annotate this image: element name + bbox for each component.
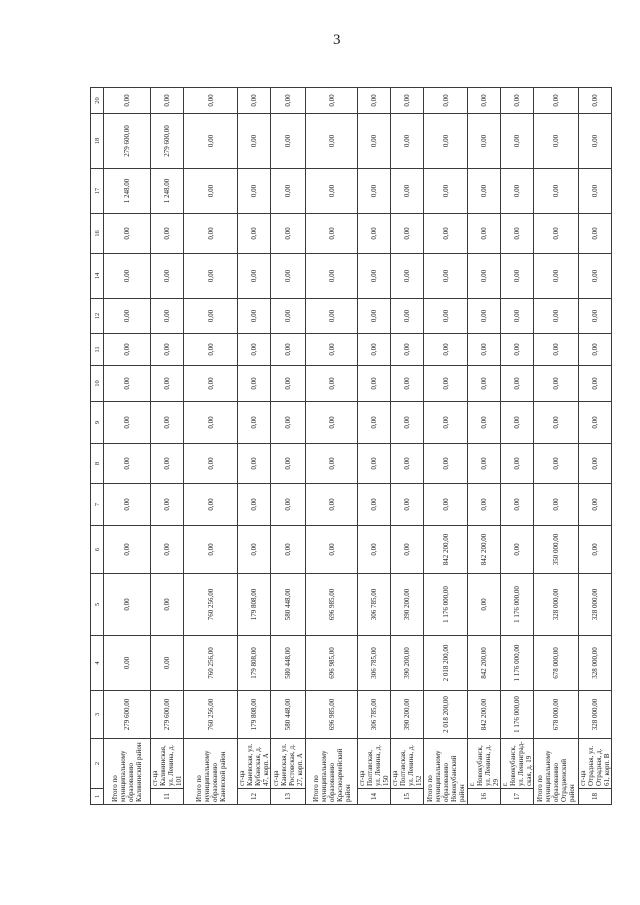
page-number: 3 — [333, 32, 341, 48]
value-cell: 0,00 — [184, 254, 238, 299]
value-cell: 0,00 — [184, 484, 238, 526]
value-cell: 0,00 — [534, 169, 579, 214]
column-header: 18 — [91, 114, 104, 169]
row-number: 18 — [579, 789, 612, 805]
value-cell: 0,00 — [238, 366, 271, 402]
value-cell: 0,00 — [501, 88, 534, 114]
address-cell: ст-ца Калининская, ул. Ленина, д. 101 — [151, 739, 184, 789]
value-cell: 760 256,00 — [184, 574, 238, 636]
value-cell: 0,00 — [184, 334, 238, 366]
value-cell: 0,00 — [306, 334, 358, 366]
column-header: 5 — [91, 574, 104, 636]
value-cell: 0,00 — [534, 484, 579, 526]
value-cell: 0,00 — [306, 169, 358, 214]
value-cell: 0,00 — [501, 402, 534, 444]
value-cell: 0,00 — [391, 169, 424, 214]
value-cell: 328 000,00 — [579, 691, 612, 739]
value-cell: 0,00 — [579, 444, 612, 484]
table-body — [104, 88, 612, 805]
value-cell: 279 600,00 — [104, 114, 151, 169]
value-cell: 0,00 — [468, 88, 501, 114]
value-cell: 0,00 — [424, 114, 468, 169]
value-cell: 0,00 — [184, 88, 238, 114]
table-row — [238, 88, 271, 805]
value-cell: 0,00 — [306, 526, 358, 574]
subtotal-row — [424, 88, 468, 805]
value-cell: 0,00 — [391, 402, 424, 444]
subtotal-row — [534, 88, 579, 805]
value-cell: 0,00 — [184, 444, 238, 484]
column-header: 12 — [91, 299, 104, 334]
value-cell: 0,00 — [534, 214, 579, 254]
value-cell: 0,00 — [104, 484, 151, 526]
value-cell: 328 000,00 — [579, 636, 612, 691]
value-cell: 0,00 — [151, 444, 184, 484]
value-cell: 0,00 — [468, 444, 501, 484]
value-cell: 0,00 — [391, 299, 424, 334]
value-cell: 0,00 — [424, 254, 468, 299]
row-number: 15 — [391, 789, 424, 805]
value-cell: 0,00 — [579, 334, 612, 366]
value-cell: 0,00 — [271, 169, 306, 214]
value-cell: 0,00 — [424, 366, 468, 402]
table-row — [271, 88, 306, 805]
column-header: 9 — [91, 402, 104, 444]
value-cell: 0,00 — [271, 299, 306, 334]
value-cell: 1 248,00 — [104, 169, 151, 214]
value-cell: 0,00 — [468, 484, 501, 526]
value-cell: 0,00 — [271, 526, 306, 574]
value-cell: 0,00 — [184, 214, 238, 254]
value-cell: 0,00 — [579, 169, 612, 214]
subtotal-label: Итого по муниципальному образованию Калининский район — [104, 739, 151, 805]
column-header: 20 — [91, 88, 104, 114]
value-cell: 0,00 — [501, 254, 534, 299]
value-cell: 0,00 — [184, 366, 238, 402]
table-row — [468, 88, 501, 805]
value-cell: 0,00 — [238, 88, 271, 114]
value-cell: 0,00 — [391, 444, 424, 484]
value-cell: 0,00 — [468, 214, 501, 254]
value-cell: 0,00 — [238, 254, 271, 299]
value-cell: 0,00 — [391, 88, 424, 114]
value-cell: 0,00 — [184, 299, 238, 334]
row-number: 12 — [238, 789, 271, 805]
value-cell: 0,00 — [104, 299, 151, 334]
value-cell: 580 448,00 — [271, 691, 306, 739]
value-cell: 0,00 — [104, 366, 151, 402]
value-cell: 0,00 — [424, 88, 468, 114]
table-row — [391, 88, 424, 805]
value-cell: 0,00 — [104, 574, 151, 636]
value-cell: 0,00 — [391, 114, 424, 169]
value-cell: 2 018 200,00 — [424, 691, 468, 739]
value-cell: 0,00 — [271, 114, 306, 169]
value-cell: 0,00 — [151, 334, 184, 366]
value-cell: 0,00 — [391, 334, 424, 366]
value-cell: 0,00 — [306, 402, 358, 444]
value-cell: 0,00 — [104, 402, 151, 444]
value-cell: 0,00 — [424, 402, 468, 444]
value-cell: 279 600,00 — [151, 114, 184, 169]
value-cell: 0,00 — [534, 254, 579, 299]
value-cell: 842 200,00 — [468, 526, 501, 574]
value-cell: 0,00 — [271, 402, 306, 444]
value-cell: 696 985,00 — [306, 691, 358, 739]
value-cell: 580 448,00 — [271, 574, 306, 636]
value-cell: 0,00 — [238, 114, 271, 169]
value-cell: 0,00 — [468, 334, 501, 366]
value-cell: 0,00 — [391, 526, 424, 574]
value-cell: 0,00 — [424, 169, 468, 214]
value-cell: 0,00 — [358, 444, 391, 484]
value-cell: 0,00 — [358, 299, 391, 334]
value-cell: 0,00 — [534, 334, 579, 366]
value-cell: 0,00 — [104, 254, 151, 299]
value-cell: 0,00 — [391, 484, 424, 526]
value-cell: 0,00 — [391, 214, 424, 254]
value-cell: 306 785,00 — [358, 574, 391, 636]
value-cell: 0,00 — [184, 526, 238, 574]
value-cell: 1 248,00 — [151, 169, 184, 214]
row-number: 11 — [151, 789, 184, 805]
value-cell: 696 985,00 — [306, 636, 358, 691]
row-number: 17 — [501, 789, 534, 805]
value-cell: 0,00 — [501, 444, 534, 484]
value-cell: 0,00 — [271, 366, 306, 402]
value-cell: 0,00 — [468, 254, 501, 299]
value-cell: 279 600,00 — [104, 691, 151, 739]
rotated-table-sheet — [90, 88, 611, 805]
value-cell: 0,00 — [104, 526, 151, 574]
value-cell: 0,00 — [238, 402, 271, 444]
value-cell: 0,00 — [306, 444, 358, 484]
value-cell: 0,00 — [306, 254, 358, 299]
value-cell: 328 000,00 — [534, 574, 579, 636]
value-cell: 0,00 — [104, 636, 151, 691]
row-number: 13 — [271, 789, 306, 805]
address-cell: ст-ца Каневская, ул. Кубанская, д. 47, корп. А — [238, 739, 271, 789]
subtotal-label: Итого по муниципальному образованию Новокубанский район — [424, 739, 468, 805]
subtotal-label: Итого по муниципальному образованию Красноармейский район — [306, 739, 358, 805]
value-cell: 0,00 — [151, 299, 184, 334]
address-cell: ст-ца Полтавская, ул. Ленина, д. 150 — [358, 739, 391, 789]
column-number-row — [91, 88, 104, 805]
value-cell: 0,00 — [391, 254, 424, 299]
subtotal-row — [306, 88, 358, 805]
value-cell: 842 200,00 — [468, 636, 501, 691]
value-cell: 0,00 — [358, 484, 391, 526]
column-header: 2 — [91, 739, 104, 789]
value-cell: 1 176 000,00 — [501, 574, 534, 636]
value-cell: 0,00 — [238, 169, 271, 214]
value-cell: 0,00 — [151, 214, 184, 254]
column-header: 6 — [91, 526, 104, 574]
value-cell: 0,00 — [579, 88, 612, 114]
value-cell: 696 985,00 — [306, 574, 358, 636]
table-row — [358, 88, 391, 805]
value-cell: 2 018 200,00 — [424, 636, 468, 691]
value-cell: 306 785,00 — [358, 636, 391, 691]
column-header: 17 — [91, 169, 104, 214]
column-header: 14 — [91, 254, 104, 299]
value-cell: 0,00 — [151, 574, 184, 636]
value-cell: 0,00 — [184, 114, 238, 169]
value-cell: 0,00 — [358, 334, 391, 366]
table-row — [579, 88, 612, 805]
value-cell: 678 000,00 — [534, 691, 579, 739]
column-header: 16 — [91, 214, 104, 254]
value-cell: 0,00 — [151, 636, 184, 691]
address-cell: ст-ца Отрадная, ул. Отрадная, д. 61, корп. В — [579, 739, 612, 789]
value-cell: 0,00 — [579, 299, 612, 334]
value-cell: 0,00 — [271, 444, 306, 484]
value-cell: 0,00 — [468, 574, 501, 636]
value-cell: 0,00 — [358, 402, 391, 444]
value-cell: 0,00 — [238, 334, 271, 366]
value-cell: 0,00 — [468, 402, 501, 444]
table-row — [151, 88, 184, 805]
column-header: 4 — [91, 636, 104, 691]
value-cell: 0,00 — [358, 169, 391, 214]
value-cell: 0,00 — [306, 114, 358, 169]
value-cell: 0,00 — [271, 484, 306, 526]
value-cell: 760 256,00 — [184, 691, 238, 739]
table-row — [501, 88, 534, 805]
value-cell: 0,00 — [306, 88, 358, 114]
value-cell: 179 808,00 — [238, 691, 271, 739]
value-cell: 0,00 — [358, 114, 391, 169]
value-cell: 0,00 — [534, 88, 579, 114]
value-cell: 328 000,00 — [579, 574, 612, 636]
value-cell: 1 176 000,00 — [501, 636, 534, 691]
value-cell: 0,00 — [151, 366, 184, 402]
value-cell: 0,00 — [104, 88, 151, 114]
value-cell: 279 600,00 — [151, 691, 184, 739]
column-header: 11 — [91, 334, 104, 366]
value-cell: 0,00 — [468, 299, 501, 334]
value-cell: 0,00 — [579, 366, 612, 402]
value-cell: 0,00 — [238, 526, 271, 574]
value-cell: 0,00 — [534, 402, 579, 444]
value-cell: 0,00 — [579, 402, 612, 444]
value-cell: 390 200,00 — [391, 691, 424, 739]
value-cell: 0,00 — [358, 214, 391, 254]
value-cell: 0,00 — [534, 114, 579, 169]
value-cell: 0,00 — [424, 299, 468, 334]
value-cell: 350 000,00 — [534, 526, 579, 574]
value-cell: 0,00 — [579, 254, 612, 299]
value-cell: 0,00 — [424, 214, 468, 254]
value-cell: 0,00 — [391, 366, 424, 402]
value-cell: 0,00 — [501, 169, 534, 214]
subtotal-row — [184, 88, 238, 805]
column-header: 3 — [91, 691, 104, 739]
value-cell: 0,00 — [238, 484, 271, 526]
address-cell: г. Новокубанск, ул. Ленина, д. 29 — [468, 739, 501, 789]
row-number: 14 — [358, 789, 391, 805]
value-cell: 0,00 — [151, 88, 184, 114]
value-cell: 0,00 — [501, 484, 534, 526]
value-cell: 179 808,00 — [238, 636, 271, 691]
value-cell: 0,00 — [579, 114, 612, 169]
column-header: 10 — [91, 366, 104, 402]
value-cell: 678 000,00 — [534, 636, 579, 691]
value-cell: 0,00 — [534, 366, 579, 402]
value-cell: 0,00 — [501, 334, 534, 366]
value-cell: 842 200,00 — [468, 691, 501, 739]
value-cell: 0,00 — [271, 254, 306, 299]
value-cell: 306 785,00 — [358, 691, 391, 739]
value-cell: 0,00 — [501, 526, 534, 574]
subtotal-label: Итого по муниципальному образованию Каневской район — [184, 739, 238, 805]
value-cell: 580 448,00 — [271, 636, 306, 691]
value-cell: 1 176 000,00 — [424, 574, 468, 636]
value-cell: 760 256,00 — [184, 636, 238, 691]
value-cell: 0,00 — [358, 526, 391, 574]
value-cell: 0,00 — [358, 88, 391, 114]
value-cell: 0,00 — [306, 484, 358, 526]
value-cell: 0,00 — [501, 299, 534, 334]
address-cell: г. Новокубанск, ул. Ленинград-ская, д. 19 — [501, 739, 534, 789]
column-header: 1 — [91, 789, 104, 805]
column-header: 8 — [91, 444, 104, 484]
value-cell: 0,00 — [579, 214, 612, 254]
value-cell: 0,00 — [468, 114, 501, 169]
address-cell: ст-ца Каневская, ул. Ростовская, д. 27, корп. А — [271, 739, 306, 789]
value-cell: 0,00 — [579, 484, 612, 526]
value-cell: 0,00 — [238, 444, 271, 484]
data-table — [90, 87, 612, 805]
value-cell: 0,00 — [238, 214, 271, 254]
value-cell: 0,00 — [271, 334, 306, 366]
value-cell: 0,00 — [104, 444, 151, 484]
value-cell: 0,00 — [271, 214, 306, 254]
value-cell: 1 176 000,00 — [501, 691, 534, 739]
subtotal-row — [104, 88, 151, 805]
value-cell: 842 200,00 — [424, 526, 468, 574]
value-cell: 0,00 — [468, 366, 501, 402]
value-cell: 0,00 — [184, 402, 238, 444]
value-cell: 0,00 — [151, 526, 184, 574]
value-cell: 0,00 — [501, 366, 534, 402]
value-cell: 0,00 — [534, 444, 579, 484]
value-cell: 0,00 — [358, 254, 391, 299]
value-cell: 0,00 — [151, 402, 184, 444]
value-cell: 0,00 — [306, 214, 358, 254]
value-cell: 0,00 — [271, 88, 306, 114]
value-cell: 0,00 — [424, 444, 468, 484]
value-cell: 0,00 — [104, 334, 151, 366]
value-cell: 0,00 — [306, 366, 358, 402]
value-cell: 0,00 — [184, 169, 238, 214]
value-cell: 0,00 — [468, 169, 501, 214]
value-cell: 0,00 — [151, 484, 184, 526]
value-cell: 0,00 — [238, 299, 271, 334]
value-cell: 0,00 — [501, 214, 534, 254]
value-cell: 0,00 — [104, 214, 151, 254]
value-cell: 0,00 — [358, 366, 391, 402]
row-number: 16 — [468, 789, 501, 805]
value-cell: 0,00 — [306, 299, 358, 334]
value-cell: 390 200,00 — [391, 636, 424, 691]
column-header: 7 — [91, 484, 104, 526]
value-cell: 179 808,00 — [238, 574, 271, 636]
subtotal-label: Итого по муниципальному образованию Отрадненский район — [534, 739, 579, 805]
value-cell: 390 200,00 — [391, 574, 424, 636]
value-cell: 0,00 — [501, 114, 534, 169]
address-cell: ст-ца Полтавская, ул. Ленина, д. 152 — [391, 739, 424, 789]
value-cell: 0,00 — [579, 526, 612, 574]
value-cell: 0,00 — [151, 254, 184, 299]
value-cell: 0,00 — [424, 484, 468, 526]
value-cell: 0,00 — [534, 299, 579, 334]
value-cell: 0,00 — [424, 334, 468, 366]
